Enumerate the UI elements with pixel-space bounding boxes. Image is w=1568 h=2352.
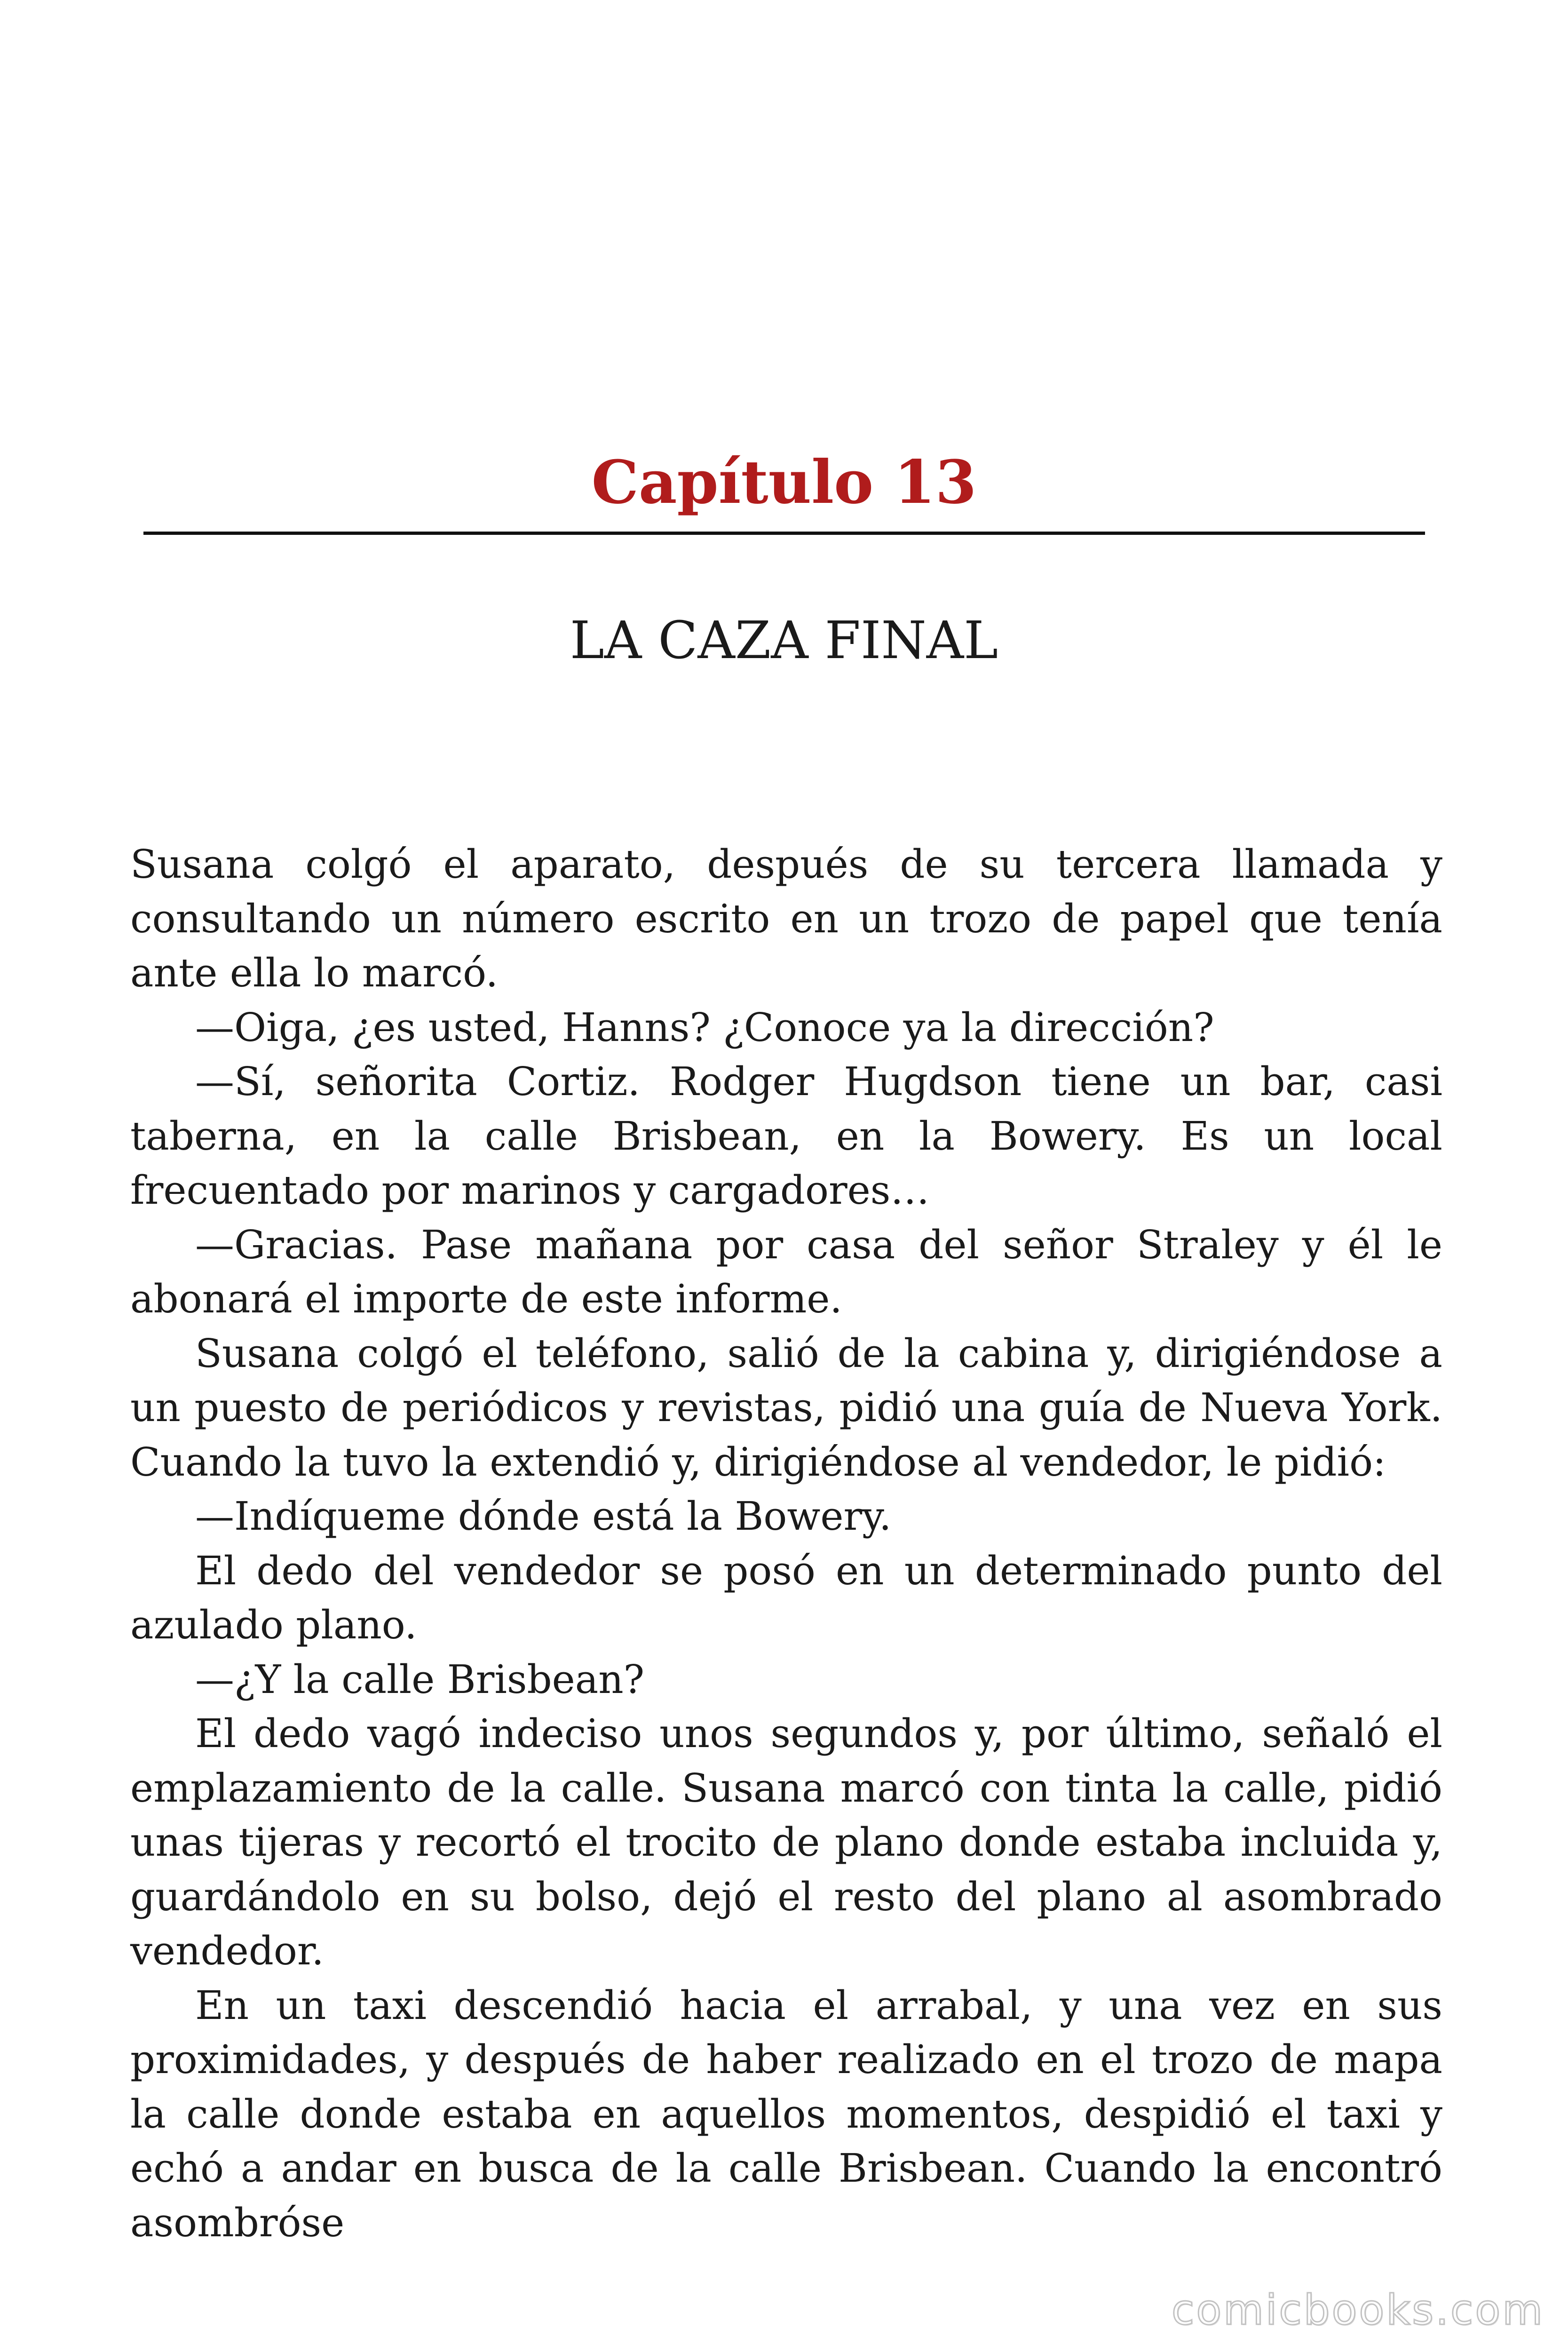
- paragraph: —Sí, señorita Cortiz. Rodger Hugdson tiene un bar, casi taberna, en la calle Brisbean, en la Bowery. Es un local frecuentado por marinos y cargadores…: [130, 1059, 1442, 1213]
- chapter-body: [130, 837, 1442, 2250]
- paragraph: El dedo del vendedor se posó en un determinado punto del azulado plano.: [130, 1548, 1442, 1648]
- chapter-title: Capítulo 13: [591, 447, 977, 517]
- paragraph: Susana colgó el teléfono, salió de la cabina y, dirigiéndose a un puesto de periódicos y revistas, pidió una guía de Nueva York. Cuando la tuvo la extendió y, dirigiéndose al vendedor, le pidió:: [130, 1330, 1442, 1485]
- paragraph: —¿Y la calle Brisbean?: [195, 1656, 645, 1702]
- paragraph: —Gracias. Pase mañana por casa del señor Straley y él le abonará el importe de este informe.: [130, 1222, 1442, 1322]
- chapter-subtitle: LA CAZA FINAL: [570, 610, 998, 670]
- paragraph: —Oiga, ¿es usted, Hanns? ¿Conoce ya la dirección?: [195, 1004, 1214, 1050]
- chapter-divider: [143, 532, 1425, 535]
- paragraph: El dedo vagó indeciso unos segundos y, por último, señaló el emplazamiento de la calle. Susana marcó con tinta la calle, pidió unas tijeras y recortó el trocito de plano donde estaba incluida y, guardándolo en su bolso, dejó el resto del plano al asombrado vendedor.: [130, 1711, 1442, 1974]
- site-watermark: comicbooks.com: [1171, 2286, 1544, 2334]
- paragraph: —Indíqueme dónde está la Bowery.: [195, 1494, 892, 1539]
- paragraph: Susana colgó el aparato, después de su tercera llamada y consultando un número escrito en un trozo de papel que tenía ante ella lo marcó.: [130, 842, 1442, 996]
- paragraph: En un taxi descendió hacia el arrabal, y una vez en sus proximidades, y después de haber realizado en el trozo de mapa la calle donde estaba en aquellos momentos, despidió el taxi y echó a andar en busca de la calle Brisbean. Cuando la encontró asombróse: [130, 1982, 1442, 2246]
